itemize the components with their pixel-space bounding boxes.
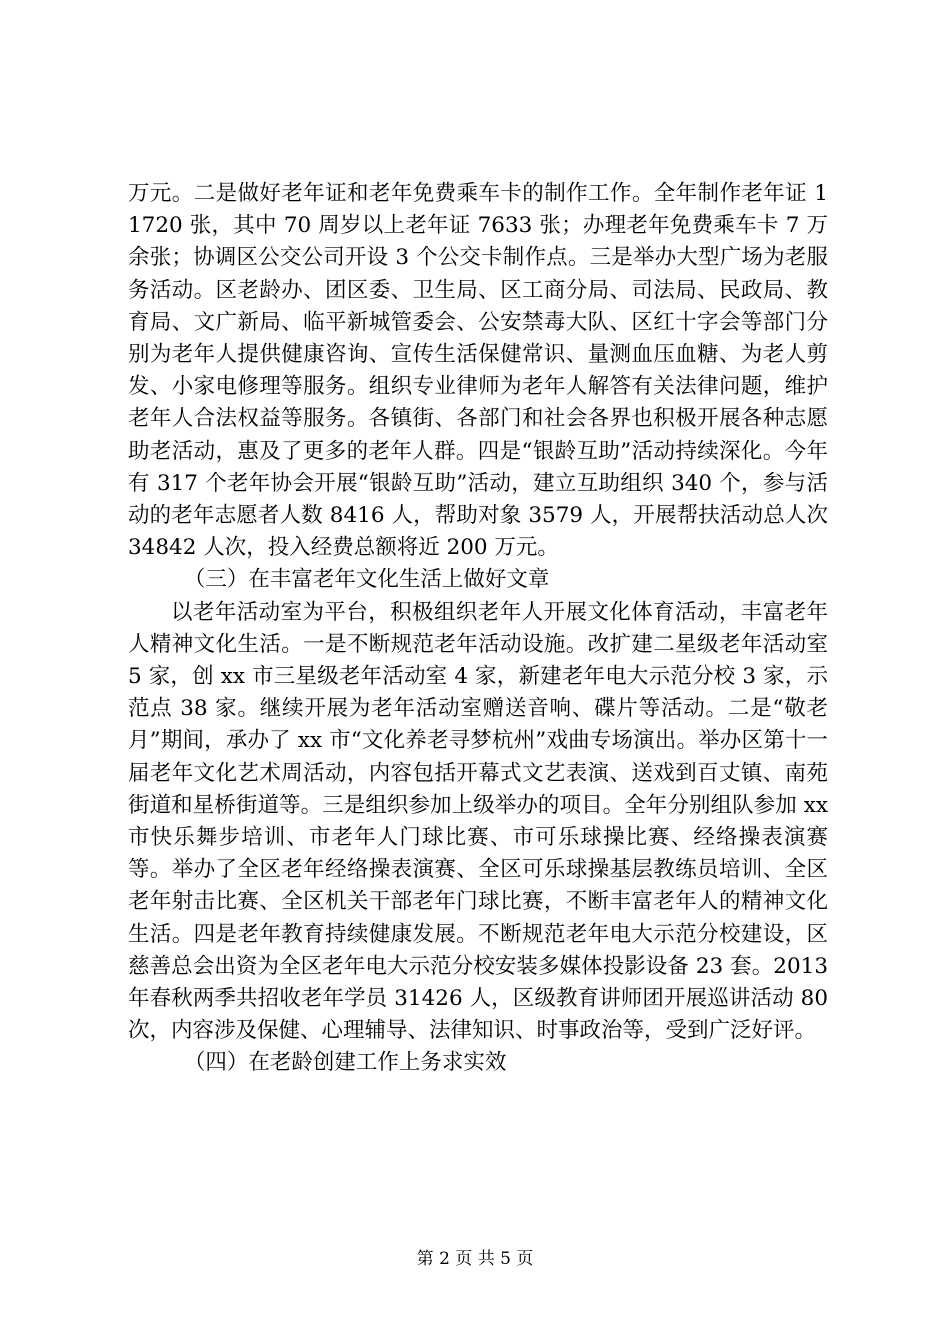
paragraph-section-3: 以老年活动室为平台，积极组织老年人开展文化体育活动，丰富老年人精神文化生活。一是不断规范老年活动设施。改扩建二星级老年活动室 5 家，创 xx 市三星级老年活动室 4 家，新建老年电大示范分校 3 家，示范点 38 家。继续开展为老年活动室赠送音响、碟片等活动。二是“敬老月”期间，承办了 xx 市“文化养老寻梦杭州”戏曲专场演出。举办区第十一届老年文化艺术周活动，内容包括开幕式文艺表演、送戏到百丈镇、南苑街道和星桥街道等。三是组织参加上级举办的项目。全年分别组队参加 xx 市快乐舞步培训、市老年人门球比赛、市可乐球操比赛、经络操表演赛等。举办了全区老年经络操表演赛、全区可乐球操基层教练员培训、全区老年射击比赛、全区机关干部老年门球比赛，不断丰富老年人的精神文化生活。四是老年教育持续健康发展。不断规范老年电大示范分校建设，区慈善总会出资为全区老年电大示范分校安装多媒体投影设备 23 套。2013 年春秋两季共招收老年学员 31426 人，区级教育讲师团开展巡讲活动 80 次，内容涉及保健、心理辅导、法律知识、时事政治等，受到广泛好评。	[128, 599, 828, 1044]
section-heading-4: （四）在老龄创建工作上务求实效	[183, 1050, 507, 1076]
page-footer: 第 2 页 共 5 页	[416, 1249, 534, 1269]
section-heading-3: （三）在丰富老年文化生活上做好文章	[183, 567, 550, 593]
document-body	[128, 178, 828, 1080]
paragraph-continuation: 万元。二是做好老年证和老年免费乘车卡的制作工作。全年制作老年证 11720 张，其中 70 周岁以上老年证 7633 张；办理老年免费乘车卡 7 万余张；协调区公交公司开设 3 个公交卡制作点。三是举办大型广场为老服务活动。区老龄办、团区委、卫生局、区工商分局、司法局、民政局、教育局、文广新局、临平新城管委会、公安禁毒大队、区红十字会等部门分别为老年人提供健康咨询、宣传生活保健常识、量测血压血糖、为老人剪发、小家电修理等服务。组织专业律师为老年人解答有关法律问题，维护老年人合法权益等服务。各镇街、各部门和社会各界也积极开展各种志愿助老活动，惠及了更多的老年人群。四是“银龄互助”活动持续深化。今年有 317 个老年协会开展“银龄互助”活动，建立互助组织 340 个，参与活动的老年志愿者人数 8416 人，帮助对象 3579 人，开展帮扶活动总人次 34842 人次，投入经费总额将近 200 万元。	[128, 181, 828, 561]
